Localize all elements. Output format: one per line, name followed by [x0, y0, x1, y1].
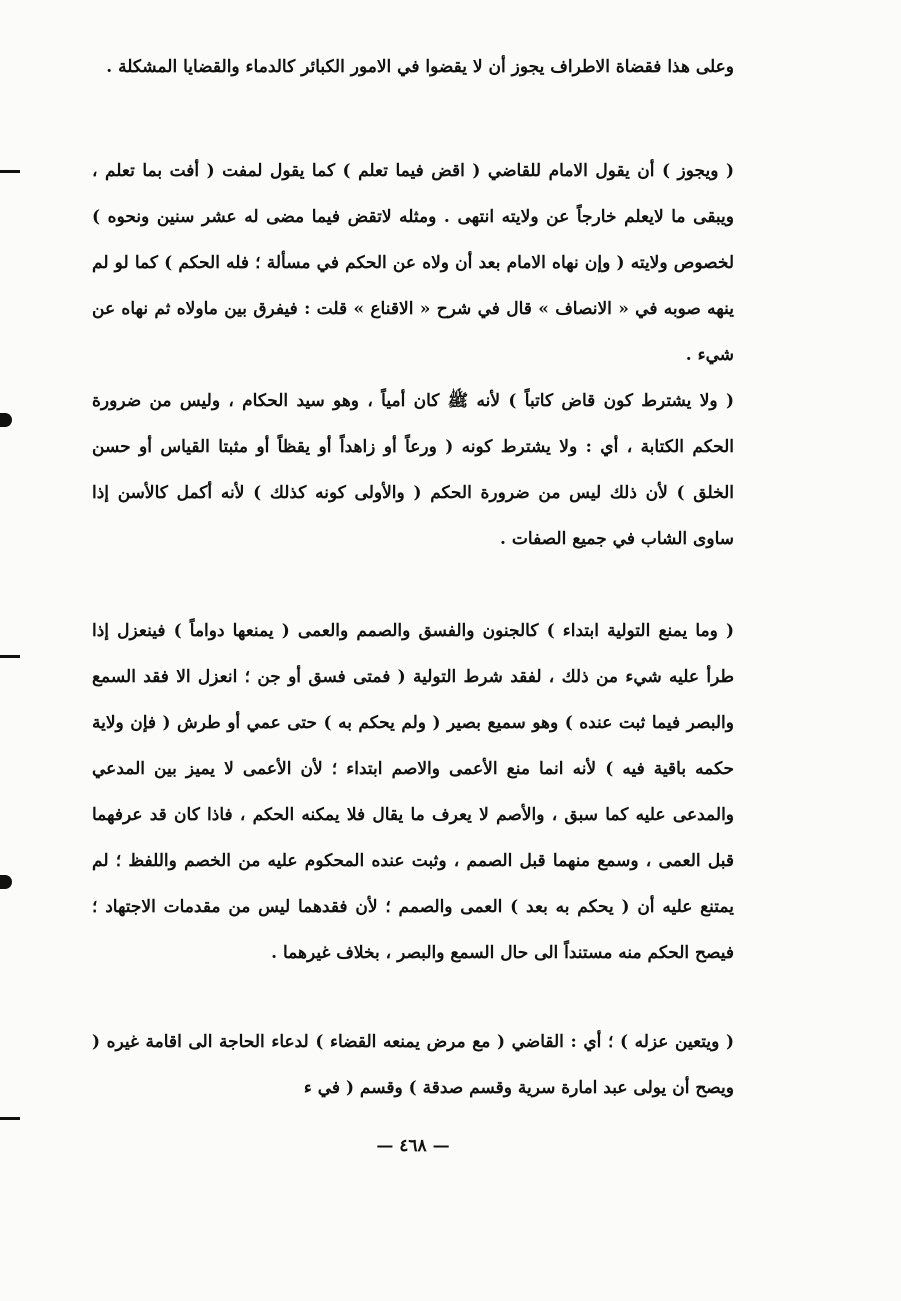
scan-edge-mark: [0, 655, 20, 658]
paragraph-4-text: ( وما يمنع التولية ابتداء ) كالجنون والفسق والصمم والعمى ( يمنعها دواماً ) فينعزل إذا طرأ عليه شيء من ذلك ، لفقد شرط التولية ( فمتى فسق أو جن ؛ انعزل الا فقد السمع والبصر فيما ثبت عنده ) وهو سميع بصير ( ولم يحكم به ) حتى عمي أو طرش ( فإن ولاية حكمه باقية فيه ) لأنه انما منع الأعمى والاصم ابتداء ؛ لأن الأعمى لا يميز بين المدعي والمدعى عليه كما سبق ، والأصم لا يعرف ما يقال فلا يمكنه الحكم ، فاذا كان قد عرفهما قبل العمى ، وسمع منهما قبل الصمم ، وثبت عنده المحكوم عليه من الخصم واللفظ ؛ لم يمتنع عليه أن ( يحكم به بعد ) العمى والصمم ؛ لأن فقدهما ليس من مقدمات الاجتهاد ؛ فيصح الحكم منه مستنداً الى حال السمع والبصر ، بخلاف غيرهما .: [92, 621, 734, 963]
scan-edge-mark: [0, 1117, 20, 1120]
paragraph-5-text: ( ويتعين عزله ) ؛ أي : القاضي ( مع مرض يمنعه القضاء ) لدعاء الحاجة الى اقامة غيره ( ويصح أن يولى عبد امارة سرية وقسم صدقة ) وقسم ( في ء: [92, 1032, 734, 1098]
page-number: — ٤٦٨ —: [376, 1136, 450, 1156]
scan-edge-mark: [0, 413, 12, 427]
paragraph-1: [92, 44, 734, 90]
paragraph-4: [92, 608, 734, 976]
paragraph-3-text: ( ولا يشترط كون قاض كاتباً ) لأنه ﷺ كان أمياً ، وهو سيد الحكام ، وليس من ضرورة الحكم الكتابة ، أي : ولا يشترط كونه ( ورعاً أو زاهداً أو يقظاً أو مثبتا القياس أو حسن الخلق ) لأن ذلك ليس من ضرورة الحكم ( والأولى كونه كذلك ) لأنه أكمل كالأسن إذا ساوى الشاب في جميع الصفات .: [92, 391, 734, 549]
scan-edge-mark: [0, 875, 12, 889]
paragraph-5: [92, 1019, 734, 1111]
scan-edge-mark: [0, 170, 20, 173]
paragraph-2-text: ( ويجوز ) أن يقول الامام للقاضي ( اقض فيما تعلم ) كما يقول لمفت ( أفت بما تعلم ، ويبقى ما لايعلم خارجاً عن ولايته انتهى . ومثله لاتقض فيما مضى له عشر سنين ونحوه ) لخصوص ولايته ( وإن نهاه الامام بعد أن ولاه عن الحكم في مسألة ؛ فله الحكم ) كما لو لم ينهه صوبه في « الانصاف » قال في شرح « الاقناع » قلت : فيفرق بين ماولاه ثم نهاه عن شيء .: [92, 161, 734, 365]
paragraph-1-text: وعلى هذا فقضاة الاطراف يجوز أن لا يقضوا في الامور الكبائر كالدماء والقضايا المشكلة .: [106, 57, 734, 77]
paragraph-2: [92, 148, 734, 378]
paragraph-3: [92, 378, 734, 562]
